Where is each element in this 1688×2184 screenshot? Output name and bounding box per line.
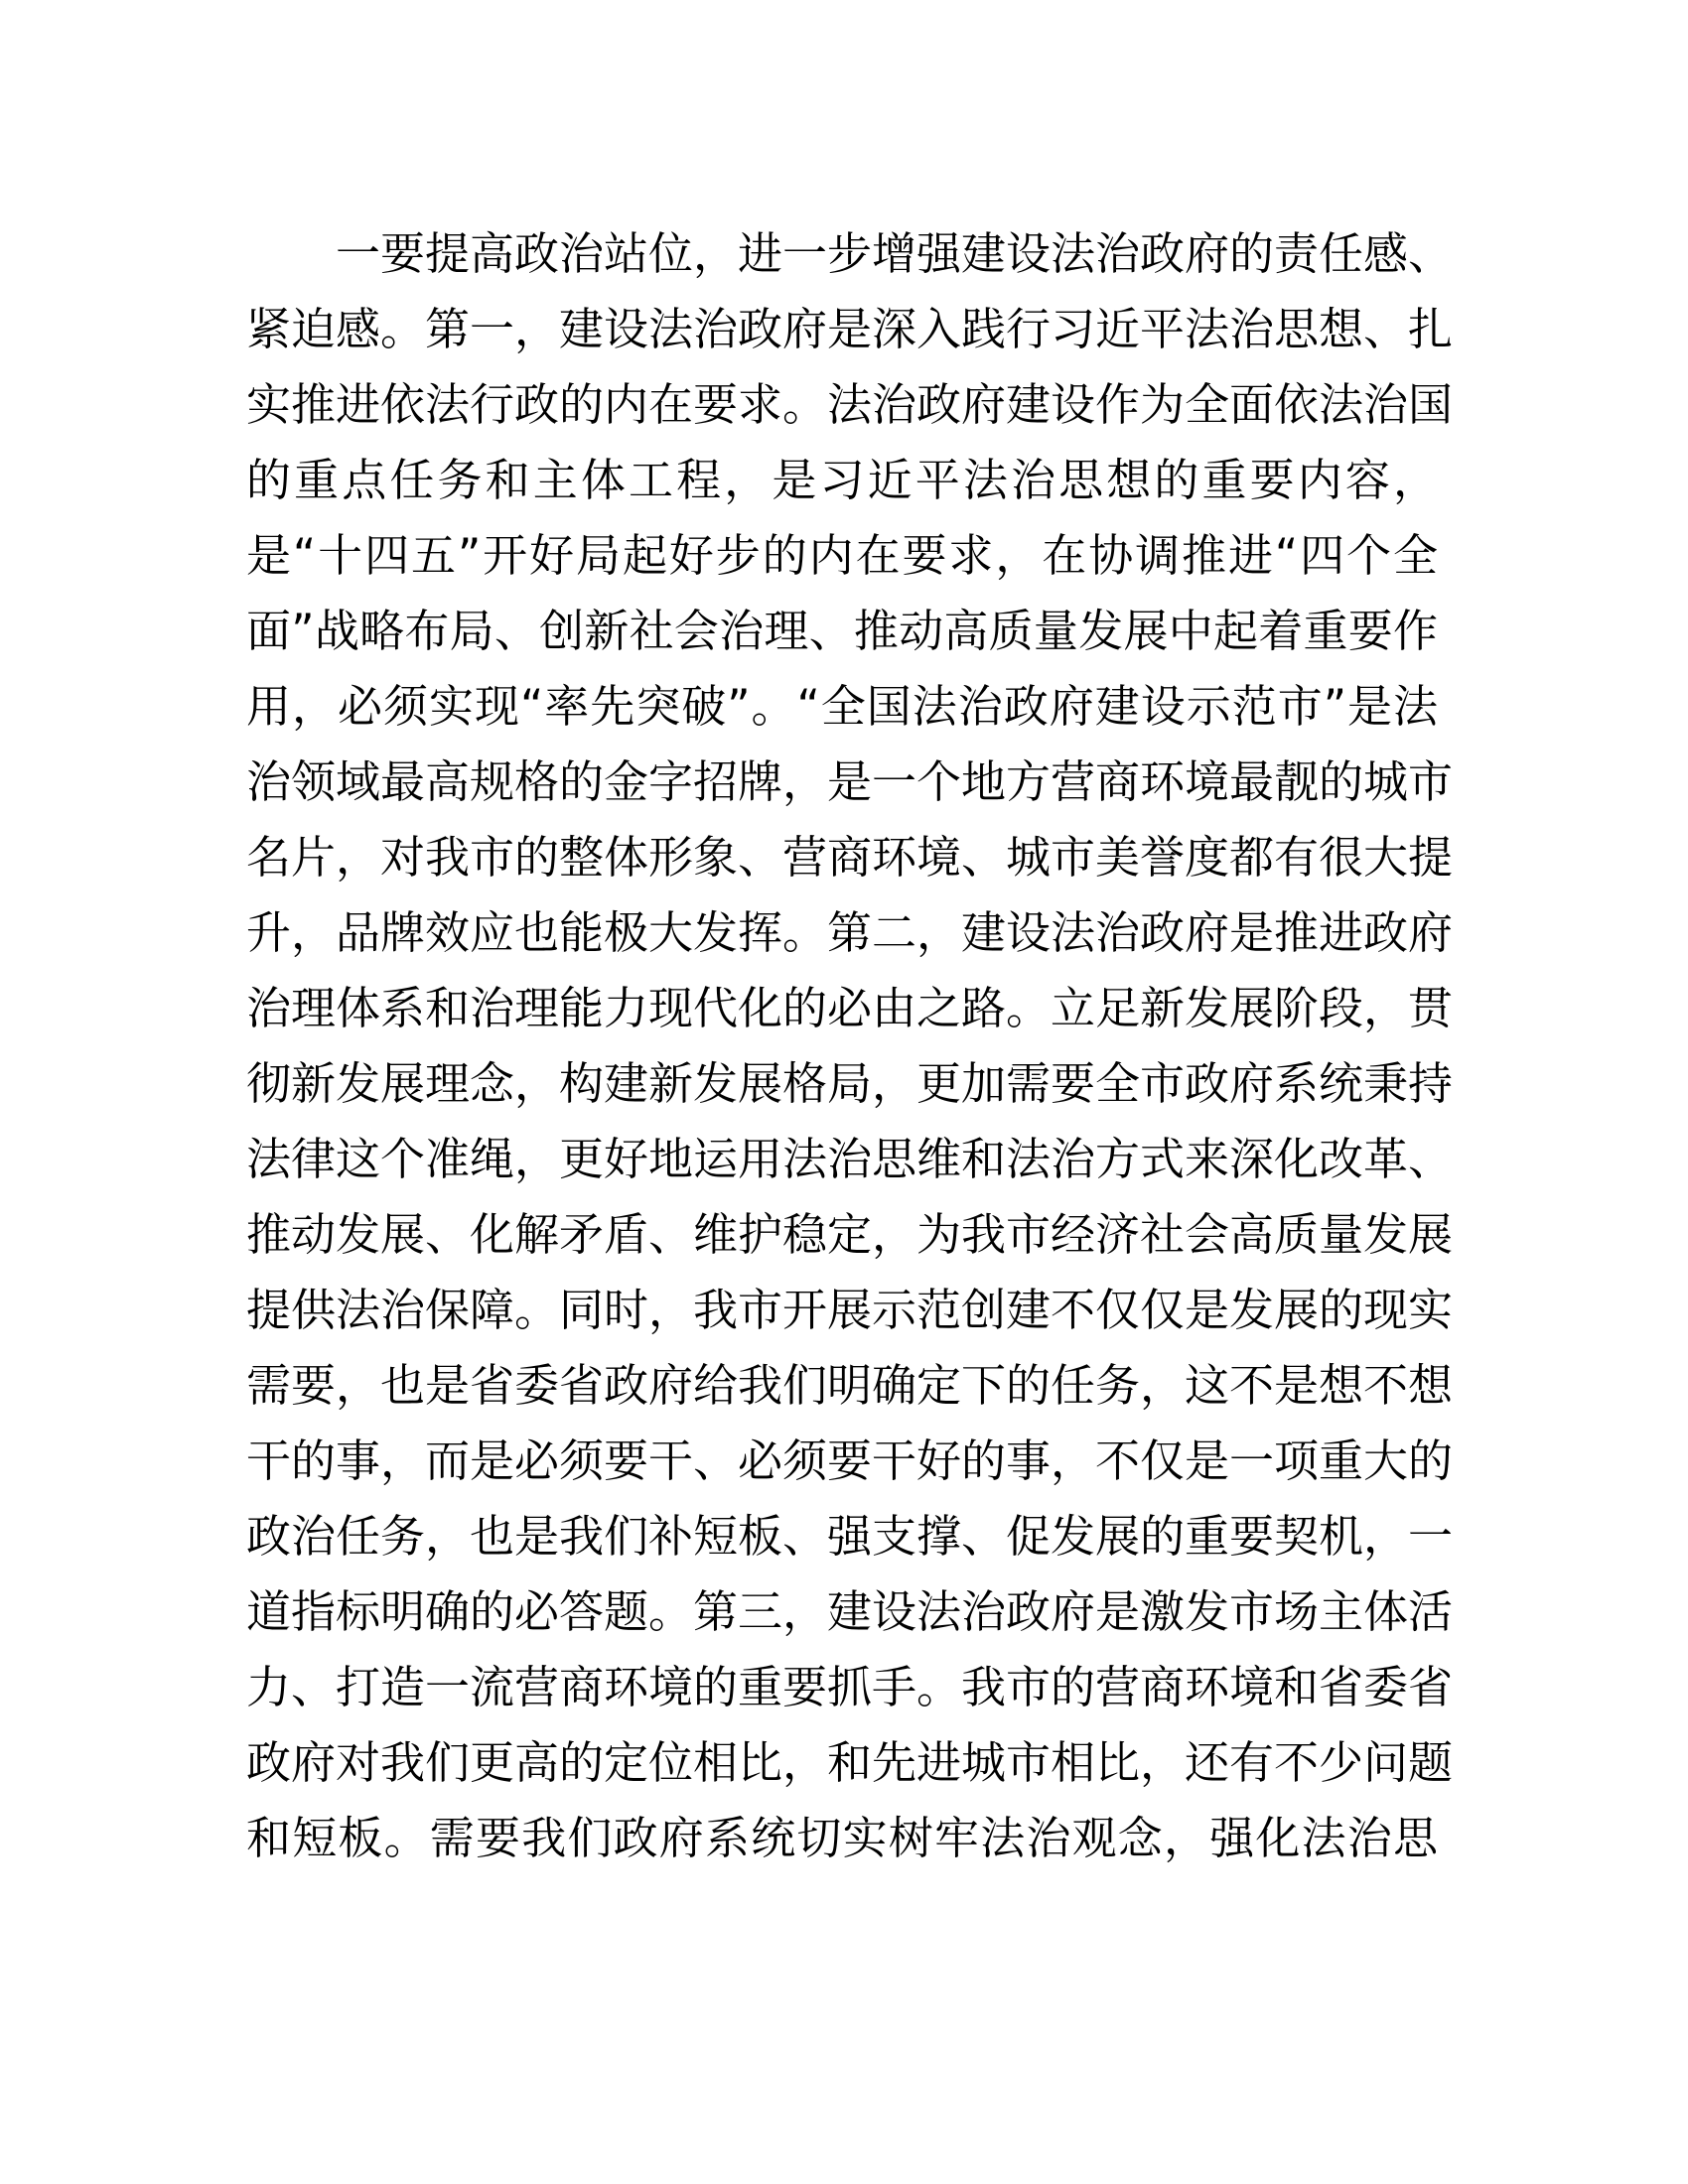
paragraph-line: 彻新发展理念，构建新发展格局，更加需要全市政府系统秉持 [246, 1057, 1454, 1110]
paragraph-line: 治领域最高规格的金字招牌，是一个地方营商环境最靓的城市 [246, 755, 1454, 808]
paragraph-line: 一要提高政治站位，进一步增强建设法治政府的责任感、 [336, 227, 1454, 280]
paragraph-line: 的重点任务和主体工程，是习近平法治思想的重要内容， [246, 454, 1438, 506]
paragraph-line: 干的事，而是必须要干、必须要干好的事，不仅是一项重大的 [246, 1434, 1454, 1487]
paragraph-line: 政府对我们更高的定位相比，和先进城市相比，还有不少问题 [246, 1736, 1454, 1789]
paragraph-line: 法律这个准绳，更好地运用法治思维和法治方式来深化改革、 [246, 1133, 1454, 1185]
paragraph-line: 用，必须实现“率先突破”。“全国法治政府建设示范市”是法 [246, 680, 1438, 733]
paragraph-line: 提供法治保障。同时，我市开展示范创建不仅仅是发展的现实 [246, 1284, 1454, 1336]
paragraph-line: 和短板。需要我们政府系统切实树牢法治观念，强化法治思 [246, 1812, 1438, 1864]
paragraph-line: 紧迫感。第一，建设法治政府是深入践行习近平法治思想、扎 [246, 303, 1454, 355]
paragraph-line: 道指标明确的必答题。第三，建设法治政府是激发市场主体活 [246, 1585, 1454, 1638]
paragraph-line: 推动发展、化解矛盾、维护稳定，为我市经济社会高质量发展 [246, 1208, 1454, 1261]
paragraph-line: 实推进依法行政的内在要求。法治政府建设作为全面依法治国 [246, 378, 1454, 431]
paragraph-line: 是“十四五”开好局起好步的内在要求，在协调推进“四个全 [246, 529, 1438, 582]
paragraph-line: 需要，也是省委省政府给我们明确定下的任务，这不是想不想 [246, 1359, 1454, 1412]
body-paragraph [246, 216, 1454, 1876]
paragraph-line: 治理体系和治理能力现代化的必由之路。立足新发展阶段，贯 [246, 982, 1454, 1034]
paragraph-line: 升，品牌效应也能极大发挥。第二，建设法治政府是推进政府 [246, 906, 1454, 959]
paragraph-line: 名片，对我市的整体形象、营商环境、城市美誉度都有很大提 [246, 831, 1454, 884]
paragraph-line: 政治任务，也是我们补短板、强支撑、促发展的重要契机，一 [246, 1510, 1454, 1563]
paragraph-line: 力、打造一流营商环境的重要抓手。我市的营商环境和省委省 [246, 1661, 1454, 1713]
paragraph-line: 面”战略布局、创新社会治理、推动高质量发展中起着重要作 [246, 605, 1438, 657]
